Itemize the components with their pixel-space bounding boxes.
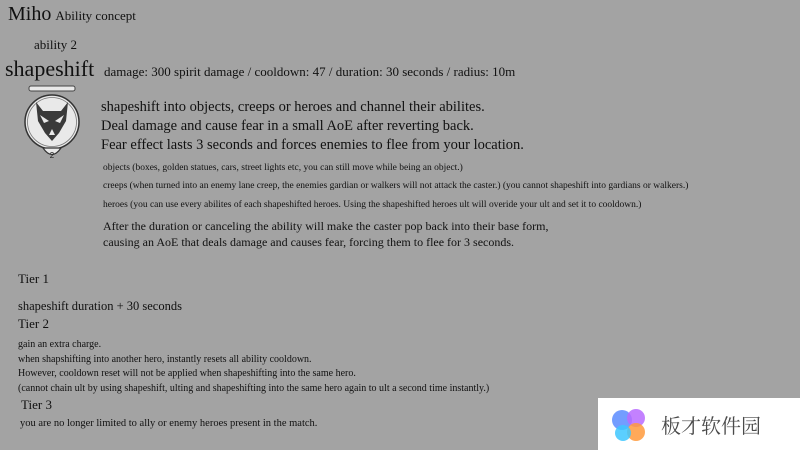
tier-3-text: you are no longer limited to ally or enemy heroes present in the match. (20, 418, 318, 429)
ability-description (101, 98, 524, 155)
tier-3-heading: Tier 3 (21, 397, 52, 412)
page-title (8, 3, 136, 26)
after-line: After the duration or canceling the ability will make the caster pop back into their base form, (103, 219, 549, 233)
watermark-text: 板才软件园 (661, 414, 761, 438)
tier-2-heading: Tier 2 (18, 316, 49, 331)
tier-2-line: when shapshifting into another hero, instantly resets all ability cooldown. (18, 353, 312, 365)
hero-name: Miho (8, 3, 52, 25)
detail-creeps (103, 181, 688, 191)
tier-2-line: (cannot chain ult by using shapeshift, ulting and shapeshifting into the same hero again to ult a second time instantly.) (18, 382, 490, 394)
ability-number-label: ability 2 (34, 37, 77, 52)
app-logo-icon (610, 406, 650, 444)
description-line: Fear effect lasts 3 seconds and forces enemies to flee from your location. (101, 137, 524, 153)
description-line: Deal damage and cause fear in a small AoE after reverting back. (101, 118, 474, 134)
watermark-badge (598, 398, 800, 450)
detail-creeps-text: creeps (when turned into an enemy lane creep, the enemies gardian or walkers will not attack the caster.) (103, 181, 501, 191)
tier-2-text (18, 338, 489, 396)
ability-name: shapeshift (5, 56, 95, 81)
detail-objects: objects (boxes, golden statues, cars, street lights etc, you can still move while being an object.) (103, 163, 463, 173)
detail-creeps-note: (you cannot shapeshift into gardians or walkers.) (502, 181, 689, 191)
page-subtitle: Ability concept (55, 8, 136, 23)
tier-1-text: shapeshift duration + 30 seconds (18, 299, 182, 313)
after-line: causing an AoE that deals damage and causes fear, forcing them to flee for 3 seconds. (103, 234, 515, 249)
description-line: shapeshift into objects, creeps or heroes and channel their abilites. (101, 99, 485, 115)
ability-icon-badge: 2 (49, 151, 55, 160)
ability-stats: damage: 300 spirit damage / cooldown: 47 / duration: 30 seconds / radius: 10m (104, 64, 516, 79)
tier-2-line: gain an extra charge. (18, 339, 102, 350)
detail-heroes: heroes (you can use every abilites of each shapeshifted heroes. Using the shapeshifted heroes ult will overide your ult and set it to cooldown.) (103, 200, 642, 210)
after-effect-text (103, 219, 549, 250)
tier-2-line: However, cooldown reset will not be applied when shapeshifting into the same hero. (18, 368, 356, 379)
fox-mask-icon (22, 84, 82, 166)
ability-icon (22, 84, 82, 166)
tier-1-heading: Tier 1 (18, 271, 49, 286)
